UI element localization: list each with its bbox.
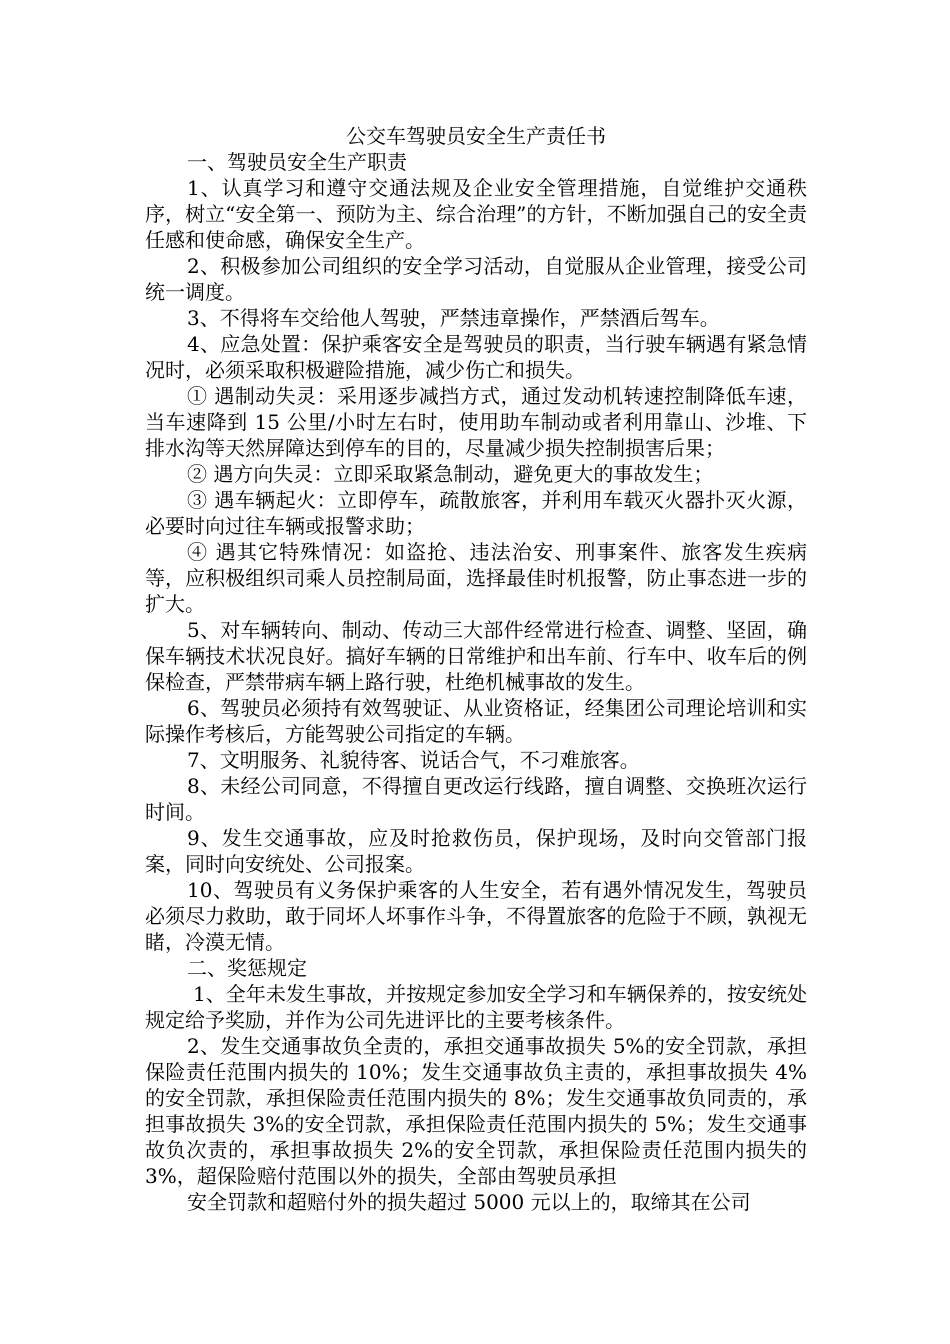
paragraph: 9、发生交通事故，应及时抢救伤员，保护现场，及时向交管部门报案，同时向安统处、公司报案。 <box>145 826 807 876</box>
paragraph: 7、文明服务、礼貌待客、说话合气，不刁难旅客。 <box>187 748 640 772</box>
paragraph: ③ 遇车辆起火：立即停车，疏散旅客，并利用车载灭火器扑灭火源，必要时向过往车辆或报警求助； <box>145 488 807 538</box>
paragraph: 4、应急处置：保护乘客安全是驾驶员的职责，当行驶车辆遇有紧急情况时，必须采取积极避险措施，减少伤亡和损失。 <box>145 332 807 382</box>
paragraph: 8、未经公司同意，不得擅自更改运行线路，擅自调整、交换班次运行时间。 <box>145 774 807 824</box>
paragraph: 2、积极参加公司组织的安全学习活动，自觉服从企业管理，接受公司统一调度。 <box>145 254 807 304</box>
paragraph: 10、驾驶员有义务保护乘客的人生安全，若有遇外情况发生，驾驶员必须尽力救助，敢于同坏人坏事作斗争，不得置旅客的危险于不顾，孰视无睹，冷漠无情。 <box>145 878 807 954</box>
paragraph: 1、全年未发生事故，并按规定参加安全学习和车辆保养的，按安统处规定给予奖励，并作为公司先进评比的主要考核条件。 <box>145 982 807 1032</box>
paragraph: 安全罚款和超赔付外的损失超过 5000 元以上的，取缔其在公司 <box>187 1190 751 1214</box>
paragraph: ① 遇制动失灵：采用逐步减挡方式，通过发动机转速控制降低车速，当车速降到 15 公里/小时左右时，使用助车制动或者利用靠山、沙堆、下排水沟等天然屏障达到停车的目的，尽量减少损失控制损害后果； <box>145 384 807 460</box>
paragraph: 5、对车辆转向、制动、传动三大部件经常进行检查、调整、坚固，确保车辆技术状况良好。搞好车辆的日常维护和出车前、行车中、收车后的例保检查，严禁带病车辆上路行驶，杜绝机械事故的发生。 <box>145 618 807 694</box>
paragraph: 1、认真学习和遵守交通法规及企业安全管理措施，自觉维护交通秩序，树立“安全第一、预防为主、综合治理”的方针，不断加强自己的安全责任感和使命感，确保安全生产。 <box>145 176 807 252</box>
section-heading: 二、奖惩规定 <box>187 956 307 980</box>
paragraph: 2、发生交通事故负全责的，承担交通事故损失 5%的安全罚款，承担保险责任范围内损失的 10%；发生交通事故负主责的，承担事故损失 4%的安全罚款，承担保险责任范围内损失的 8%；发生交通事故负同责的，承担事故损失 3%的安全罚款，承担保险责任范围内损失的 5%；发生交通事故负次责的，承担事故损失 2%的安全罚款，承担保险责任范围内损失的 3%，超保险赔付范围以外的损失，全部由驾驶员承担 <box>145 1034 807 1188</box>
document-body <box>145 123 807 1215</box>
paragraph: 6、驾驶员必须持有效驾驶证、从业资格证，经集团公司理论培训和实际操作考核后，方能驾驶公司指定的车辆。 <box>145 696 807 746</box>
section-heading: 一、驾驶员安全生产职责 <box>187 150 407 174</box>
document-title: 公交车驾驶员安全生产责任书 <box>346 124 606 148</box>
paragraph: 3、不得将车交给他人驾驶，严禁违章操作，严禁酒后驾车。 <box>187 306 720 330</box>
paragraph: ② 遇方向失灵：立即采取紧急制动，避免更大的事故发生； <box>187 462 714 486</box>
paragraph: ④ 遇其它特殊情况：如盗抢、违法治安、刑事案件、旅客发生疾病等，应积极组织司乘人员控制局面，选择最佳时机报警，防止事态进一步的扩大。 <box>145 540 807 616</box>
